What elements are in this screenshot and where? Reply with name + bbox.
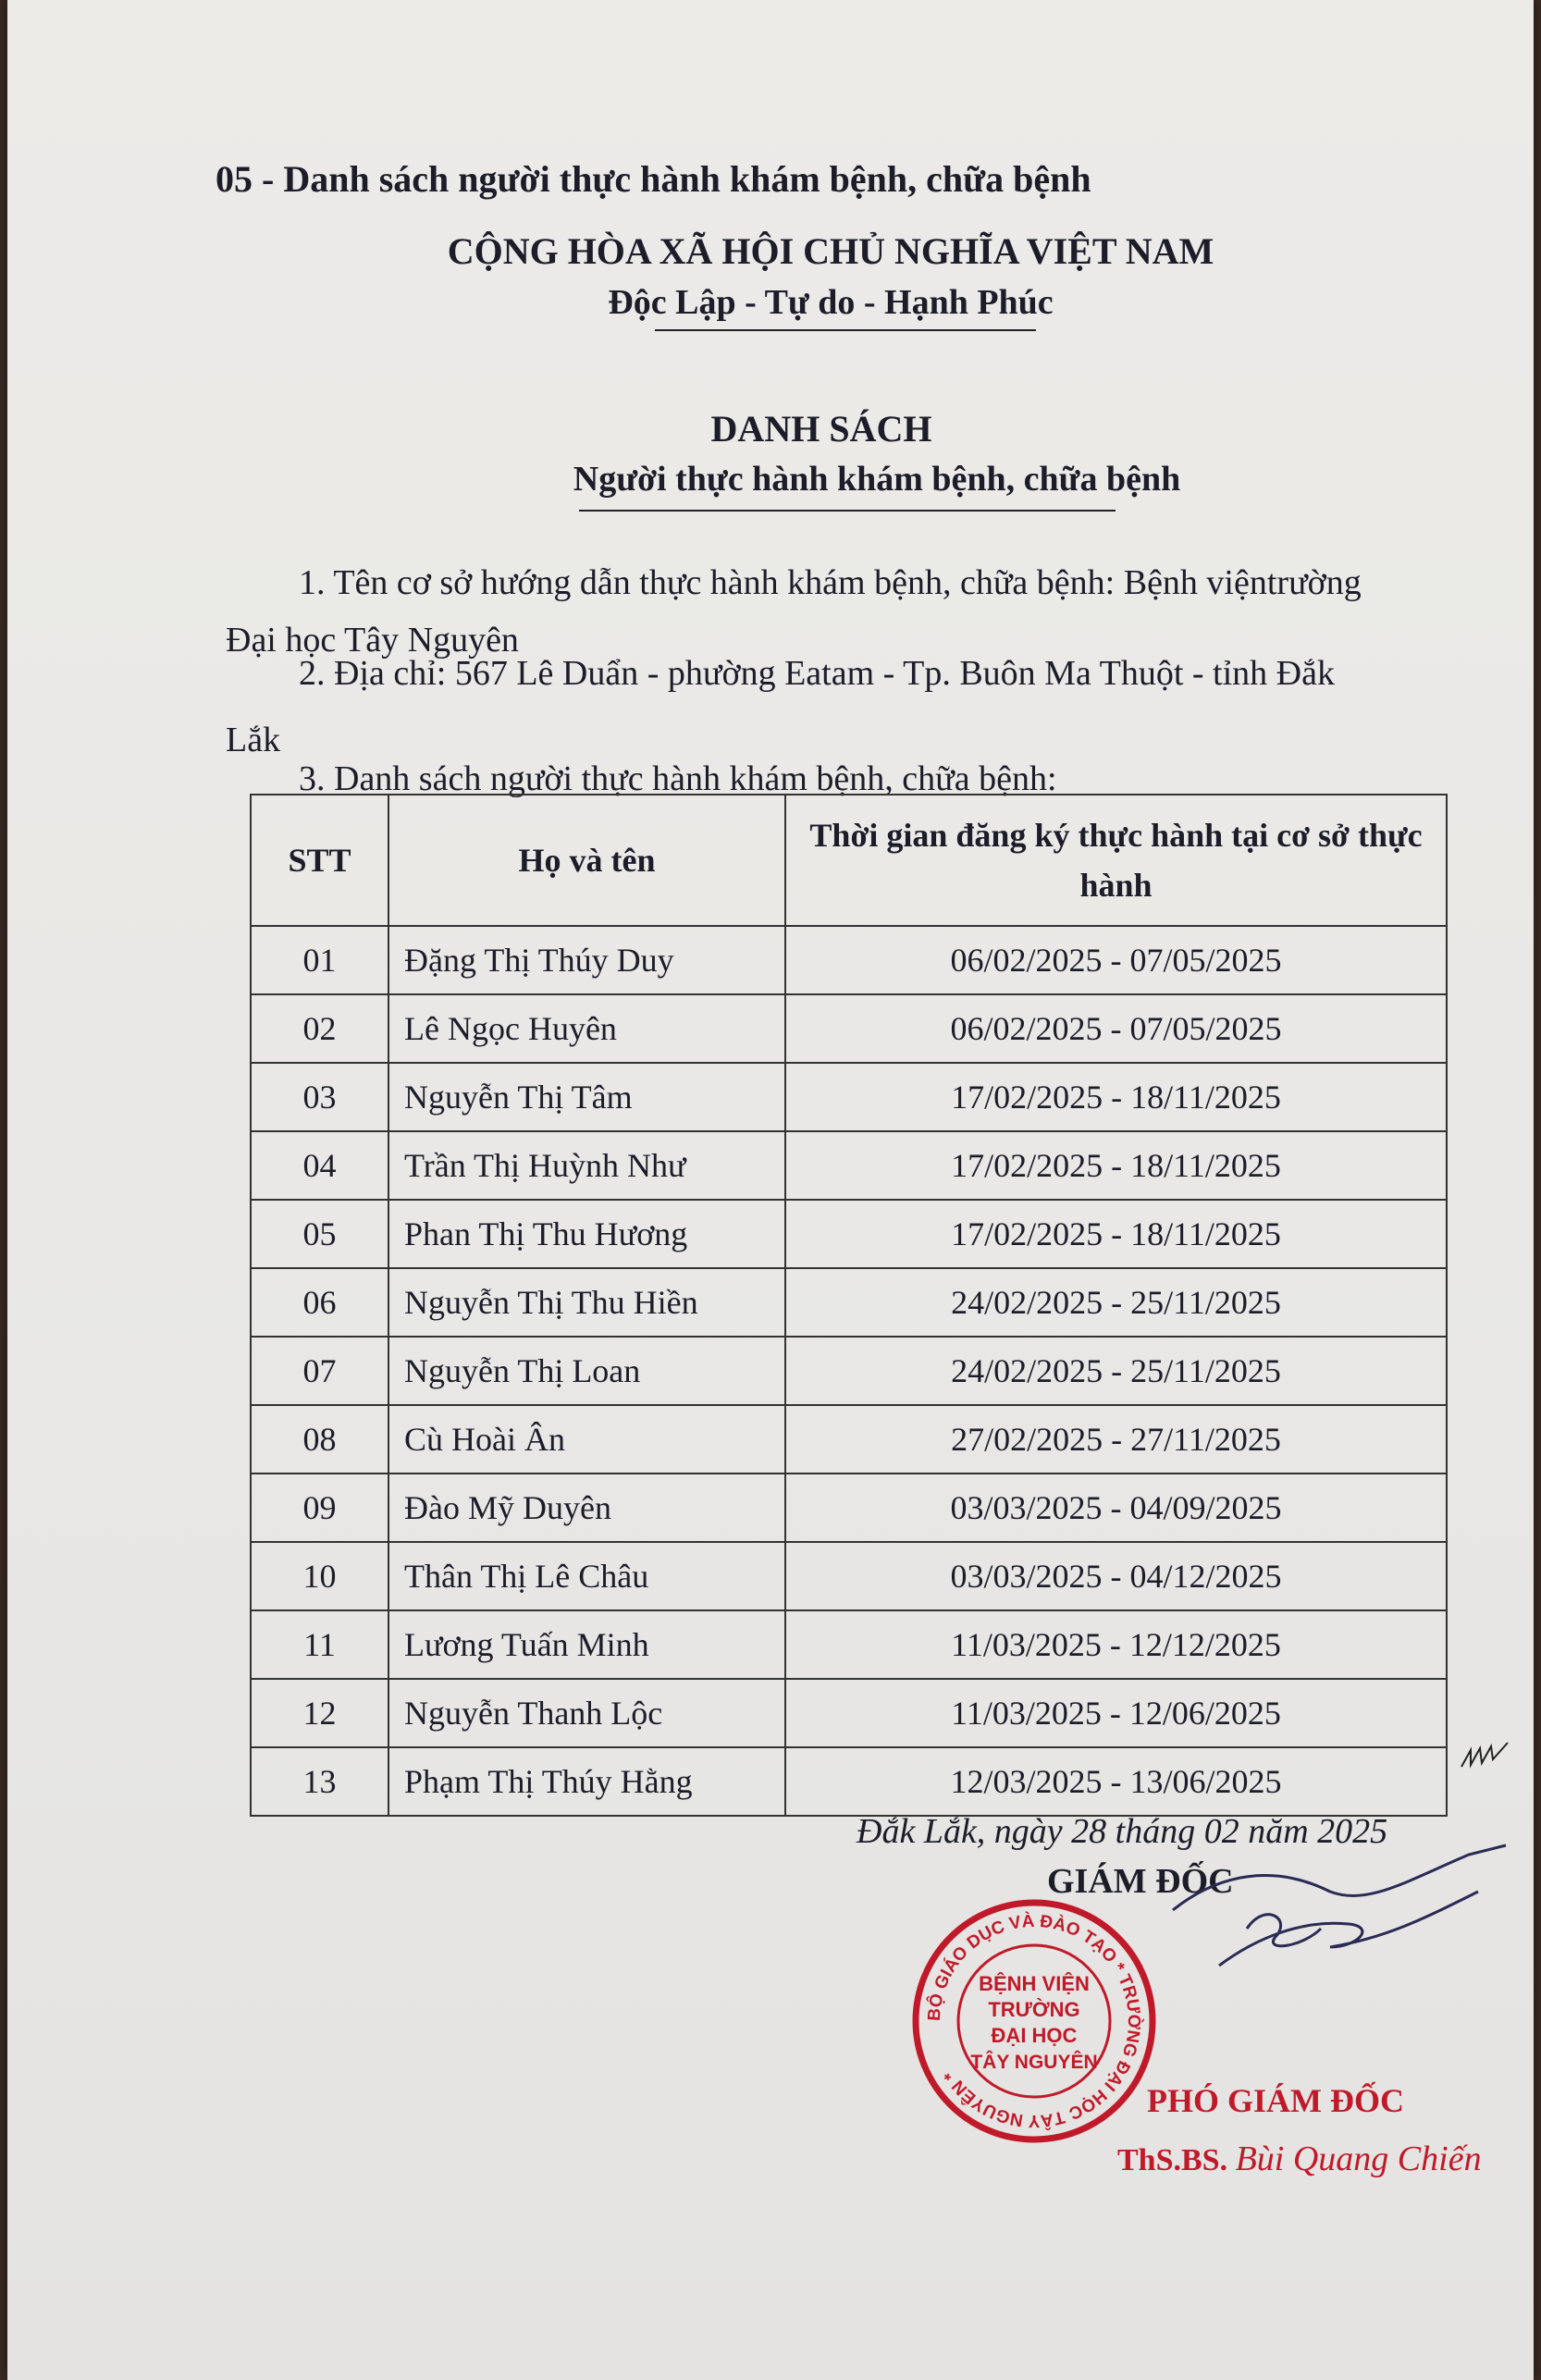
director-title: GIÁM ĐỐC	[1047, 1862, 1234, 1901]
cell-period: 06/02/2025 - 07/05/2025	[785, 926, 1447, 994]
cell-stt: 11	[251, 1610, 388, 1679]
cell-stt: 09	[251, 1474, 388, 1542]
seal-ring-text: BỘ GIÁO DỤC VÀ ĐÀO TẠO * TRƯỜNG ĐẠI HỌC TÂY NGUYÊN *	[924, 1911, 1144, 2131]
table-row	[251, 1747, 1447, 1816]
cell-name: Lê Ngọc Huyên	[388, 994, 785, 1063]
table-row	[251, 1268, 1447, 1337]
signer-block	[1117, 2139, 1482, 2179]
header-name: Họ và tên	[388, 795, 785, 926]
place-and-date: Đắk Lắk, ngày 28 tháng 02 năm 2025	[857, 1812, 1388, 1851]
table-row	[251, 1063, 1447, 1131]
motto-underline	[655, 329, 1036, 331]
item-2-line-1: 2. Địa chỉ: 567 Lê Duẩn - phường Eatam - Tp. Buôn Ma Thuột - tỉnh Đắk	[299, 654, 1335, 693]
table-row	[251, 1405, 1447, 1474]
signer-name: Bùi Quang Chiến	[1235, 2140, 1482, 2178]
table-row	[251, 1337, 1447, 1405]
deputy-director-title: PHÓ GIÁM ĐỐC	[1147, 2082, 1404, 2119]
header-period: Thời gian đăng ký thực hành tại cơ sở thực hành	[785, 795, 1447, 926]
cell-stt: 07	[251, 1337, 388, 1405]
cell-name: Phan Thị Thu Hương	[388, 1200, 785, 1268]
cell-name: Cù Hoài Ân	[388, 1405, 785, 1474]
seal-line-4: TÂY NGUYÊN	[970, 2052, 1098, 2073]
cell-stt: 12	[251, 1679, 388, 1747]
table-row	[251, 1542, 1447, 1610]
cell-stt: 03	[251, 1063, 388, 1131]
table-row	[251, 1679, 1447, 1747]
cell-stt: 04	[251, 1131, 388, 1200]
item-1-line-1: 1. Tên cơ sở hướng dẫn thực hành khám bệnh, chữa bệnh: Bệnh việntrường	[299, 563, 1362, 602]
cell-period: 27/02/2025 - 27/11/2025	[785, 1405, 1447, 1474]
handwritten-signature	[1164, 1836, 1515, 2003]
cell-period: 24/02/2025 - 25/11/2025	[785, 1268, 1447, 1337]
cell-period: 12/03/2025 - 13/06/2025	[785, 1747, 1447, 1816]
seal-line-3: ĐẠI HỌC	[991, 2024, 1078, 2047]
list-subtitle: Người thực hành khám bệnh, chữa bệnh	[573, 460, 1181, 499]
cell-name: Nguyễn Thanh Lộc	[388, 1679, 785, 1747]
initial-mark	[1458, 1739, 1513, 1776]
cell-name: Nguyễn Thị Thu Hiền	[388, 1268, 785, 1337]
cell-stt: 02	[251, 994, 388, 1063]
cell-name: Nguyễn Thị Loan	[388, 1337, 785, 1405]
cell-stt: 13	[251, 1747, 388, 1816]
cell-period: 17/02/2025 - 18/11/2025	[785, 1200, 1447, 1268]
document-page	[7, 0, 1534, 2380]
table-row	[251, 1131, 1447, 1200]
table-row	[251, 1200, 1447, 1268]
table-row	[251, 994, 1447, 1063]
official-seal	[909, 1896, 1159, 2146]
subtitle-underline	[579, 510, 1116, 512]
table-row	[251, 1474, 1447, 1542]
cell-period: 03/03/2025 - 04/09/2025	[785, 1474, 1447, 1542]
cell-stt: 10	[251, 1542, 388, 1610]
cell-period: 06/02/2025 - 07/05/2025	[785, 994, 1447, 1063]
cell-stt: 01	[251, 926, 388, 994]
cell-name: Đặng Thị Thúy Duy	[388, 926, 785, 994]
signer-prefix: ThS.BS.	[1117, 2143, 1228, 2177]
table-row	[251, 1610, 1447, 1679]
cell-stt: 08	[251, 1405, 388, 1474]
seal-line-1: BỆNH VIỆN	[979, 1972, 1090, 1995]
document-reference-title: 05 - Danh sách người thực hành khám bệnh, chữa bệnh	[216, 158, 1091, 200]
cell-period: 11/03/2025 - 12/12/2025	[785, 1610, 1447, 1679]
national-title: CỘNG HÒA XÃ HỘI CHỦ NGHĨA VIỆT NAM	[447, 230, 1214, 272]
table-header-row	[251, 795, 1447, 926]
cell-period: 17/02/2025 - 18/11/2025	[785, 1063, 1447, 1131]
cell-stt: 06	[251, 1268, 388, 1337]
item-1-line-2: Đại học Tây Nguyên	[226, 621, 519, 660]
cell-name: Lương Tuấn Minh	[388, 1610, 785, 1679]
item-2-line-2: Lắk	[226, 721, 281, 759]
cell-period: 11/03/2025 - 12/06/2025	[785, 1679, 1447, 1747]
cell-name: Thân Thị Lê Châu	[388, 1542, 785, 1610]
national-motto: Độc Lập - Tự do - Hạnh Phúc	[608, 283, 1054, 322]
list-title: DANH SÁCH	[710, 408, 932, 450]
practitioner-table	[250, 794, 1448, 1817]
cell-period: 17/02/2025 - 18/11/2025	[785, 1131, 1447, 1200]
seal-line-2: TRƯỜNG	[988, 1998, 1080, 2021]
header-stt: STT	[251, 795, 388, 926]
cell-name: Đào Mỹ Duyên	[388, 1474, 785, 1542]
cell-name: Phạm Thị Thúy Hằng	[388, 1747, 785, 1816]
cell-stt: 05	[251, 1200, 388, 1268]
item-3: 3. Danh sách người thực hành khám bệnh, chữa bệnh:	[299, 759, 1057, 798]
cell-period: 24/02/2025 - 25/11/2025	[785, 1337, 1447, 1405]
cell-name: Trần Thị Huỳnh Như	[388, 1131, 785, 1200]
cell-name: Nguyễn Thị Tâm	[388, 1063, 785, 1131]
cell-period: 03/03/2025 - 04/12/2025	[785, 1542, 1447, 1610]
table-row	[251, 926, 1447, 994]
